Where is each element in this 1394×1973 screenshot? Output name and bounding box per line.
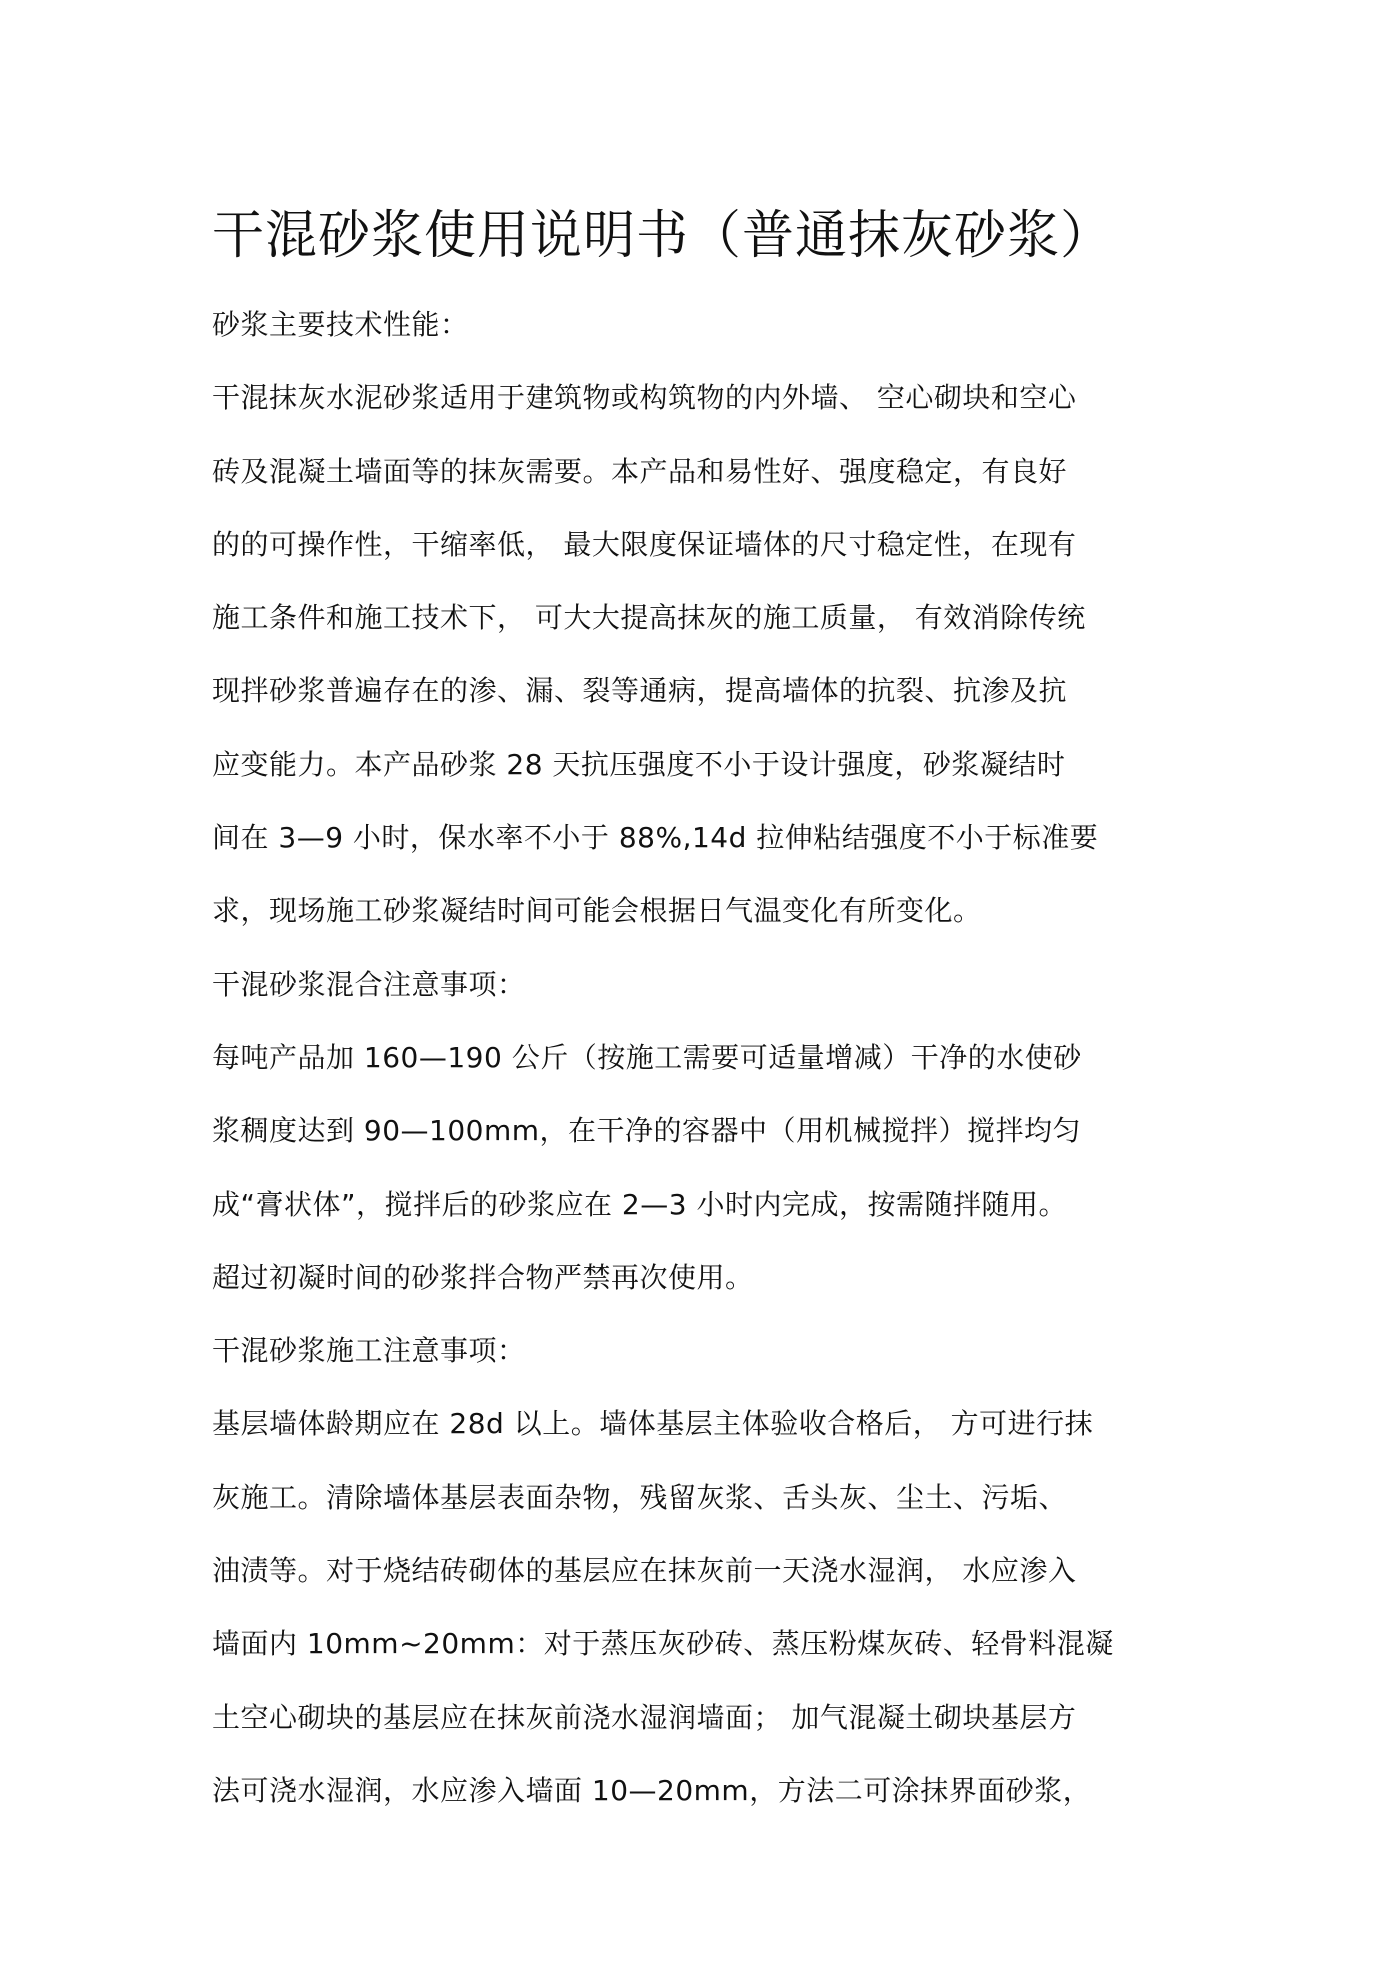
paragraph-line: 油渍等。对于烧结砖砌体的基层应在抹灰前一天浇水湿润， 水应渗入	[212, 1554, 1077, 1588]
paragraph-line: 每吨产品加 160—190 公斤（按施工需要可适量增减）干净的水使砂	[212, 1040, 1082, 1074]
paragraph-line: 砖及混凝土墙面等的抹灰需要。本产品和易性好、强度稳定，有良好	[212, 454, 1068, 488]
paragraph-line: 间在 3—9 小时，保水率不小于 88%,14d 拉伸粘结强度不小于标准要	[212, 821, 1099, 855]
paragraph-line: 求，现场施工砂浆凝结时间可能会根据日气温变化有所变化。	[212, 894, 982, 928]
paragraph-line: 超过初凝时间的砂浆拌合物严禁再次使用。	[212, 1260, 754, 1294]
paragraph-line: 墙面内 10mm~20mm：对于蒸压灰砂砖、蒸压粉煤灰砖、轻骨料混凝	[212, 1627, 1114, 1661]
paragraph-line: 土空心砌块的基层应在抹灰前浇水湿润墙面； 加气混凝土砌块基层方	[212, 1700, 1077, 1734]
paragraph-line: 灰施工。清除墙体基层表面杂物，残留灰浆、舌头灰、尘土、污垢、	[212, 1480, 1068, 1514]
paragraph-line: 现拌砂浆普遍存在的渗、漏、裂等通病，提高墙体的抗裂、抗渗及抗	[212, 674, 1068, 708]
paragraph-line: 基层墙体龄期应在 28d 以上。墙体基层主体验收合格后， 方可进行抹	[212, 1407, 1094, 1441]
paragraph-line: 干混抹灰水泥砂浆适用于建筑物或构筑物的内外墙、 空心砌块和空心	[212, 381, 1077, 415]
section-heading-mixing: 干混砂浆混合注意事项：	[212, 967, 526, 1001]
paragraph-line: 成“膏状体”，搅拌后的砂浆应在 2—3 小时内完成，按需随拌随用。	[212, 1187, 1067, 1221]
paragraph-line: 法可浇水湿润，水应渗入墙面 10—20mm，方法二可涂抹界面砂浆，	[212, 1773, 1092, 1807]
paragraph-line: 应变能力。本产品砂浆 28 天抗压强度不小于设计强度，砂浆凝结时	[212, 747, 1066, 781]
document-title: 干混砂浆使用说明书（普通抹灰砂浆）	[212, 206, 1114, 266]
paragraph-line: 浆稠度达到 90—100mm，在干净的容器中（用机械搅拌）搅拌均匀	[212, 1114, 1082, 1148]
section-heading-construction: 干混砂浆施工注意事项：	[212, 1334, 526, 1368]
paragraph-line: 施工条件和施工技术下， 可大大提高抹灰的施工质量， 有效消除传统	[212, 601, 1086, 635]
paragraph-line: 的的可操作性，干缩率低， 最大限度保证墙体的尺寸稳定性，在现有	[212, 527, 1077, 561]
section-heading-performance: 砂浆主要技术性能：	[212, 308, 469, 341]
document-body	[212, 288, 1192, 1827]
